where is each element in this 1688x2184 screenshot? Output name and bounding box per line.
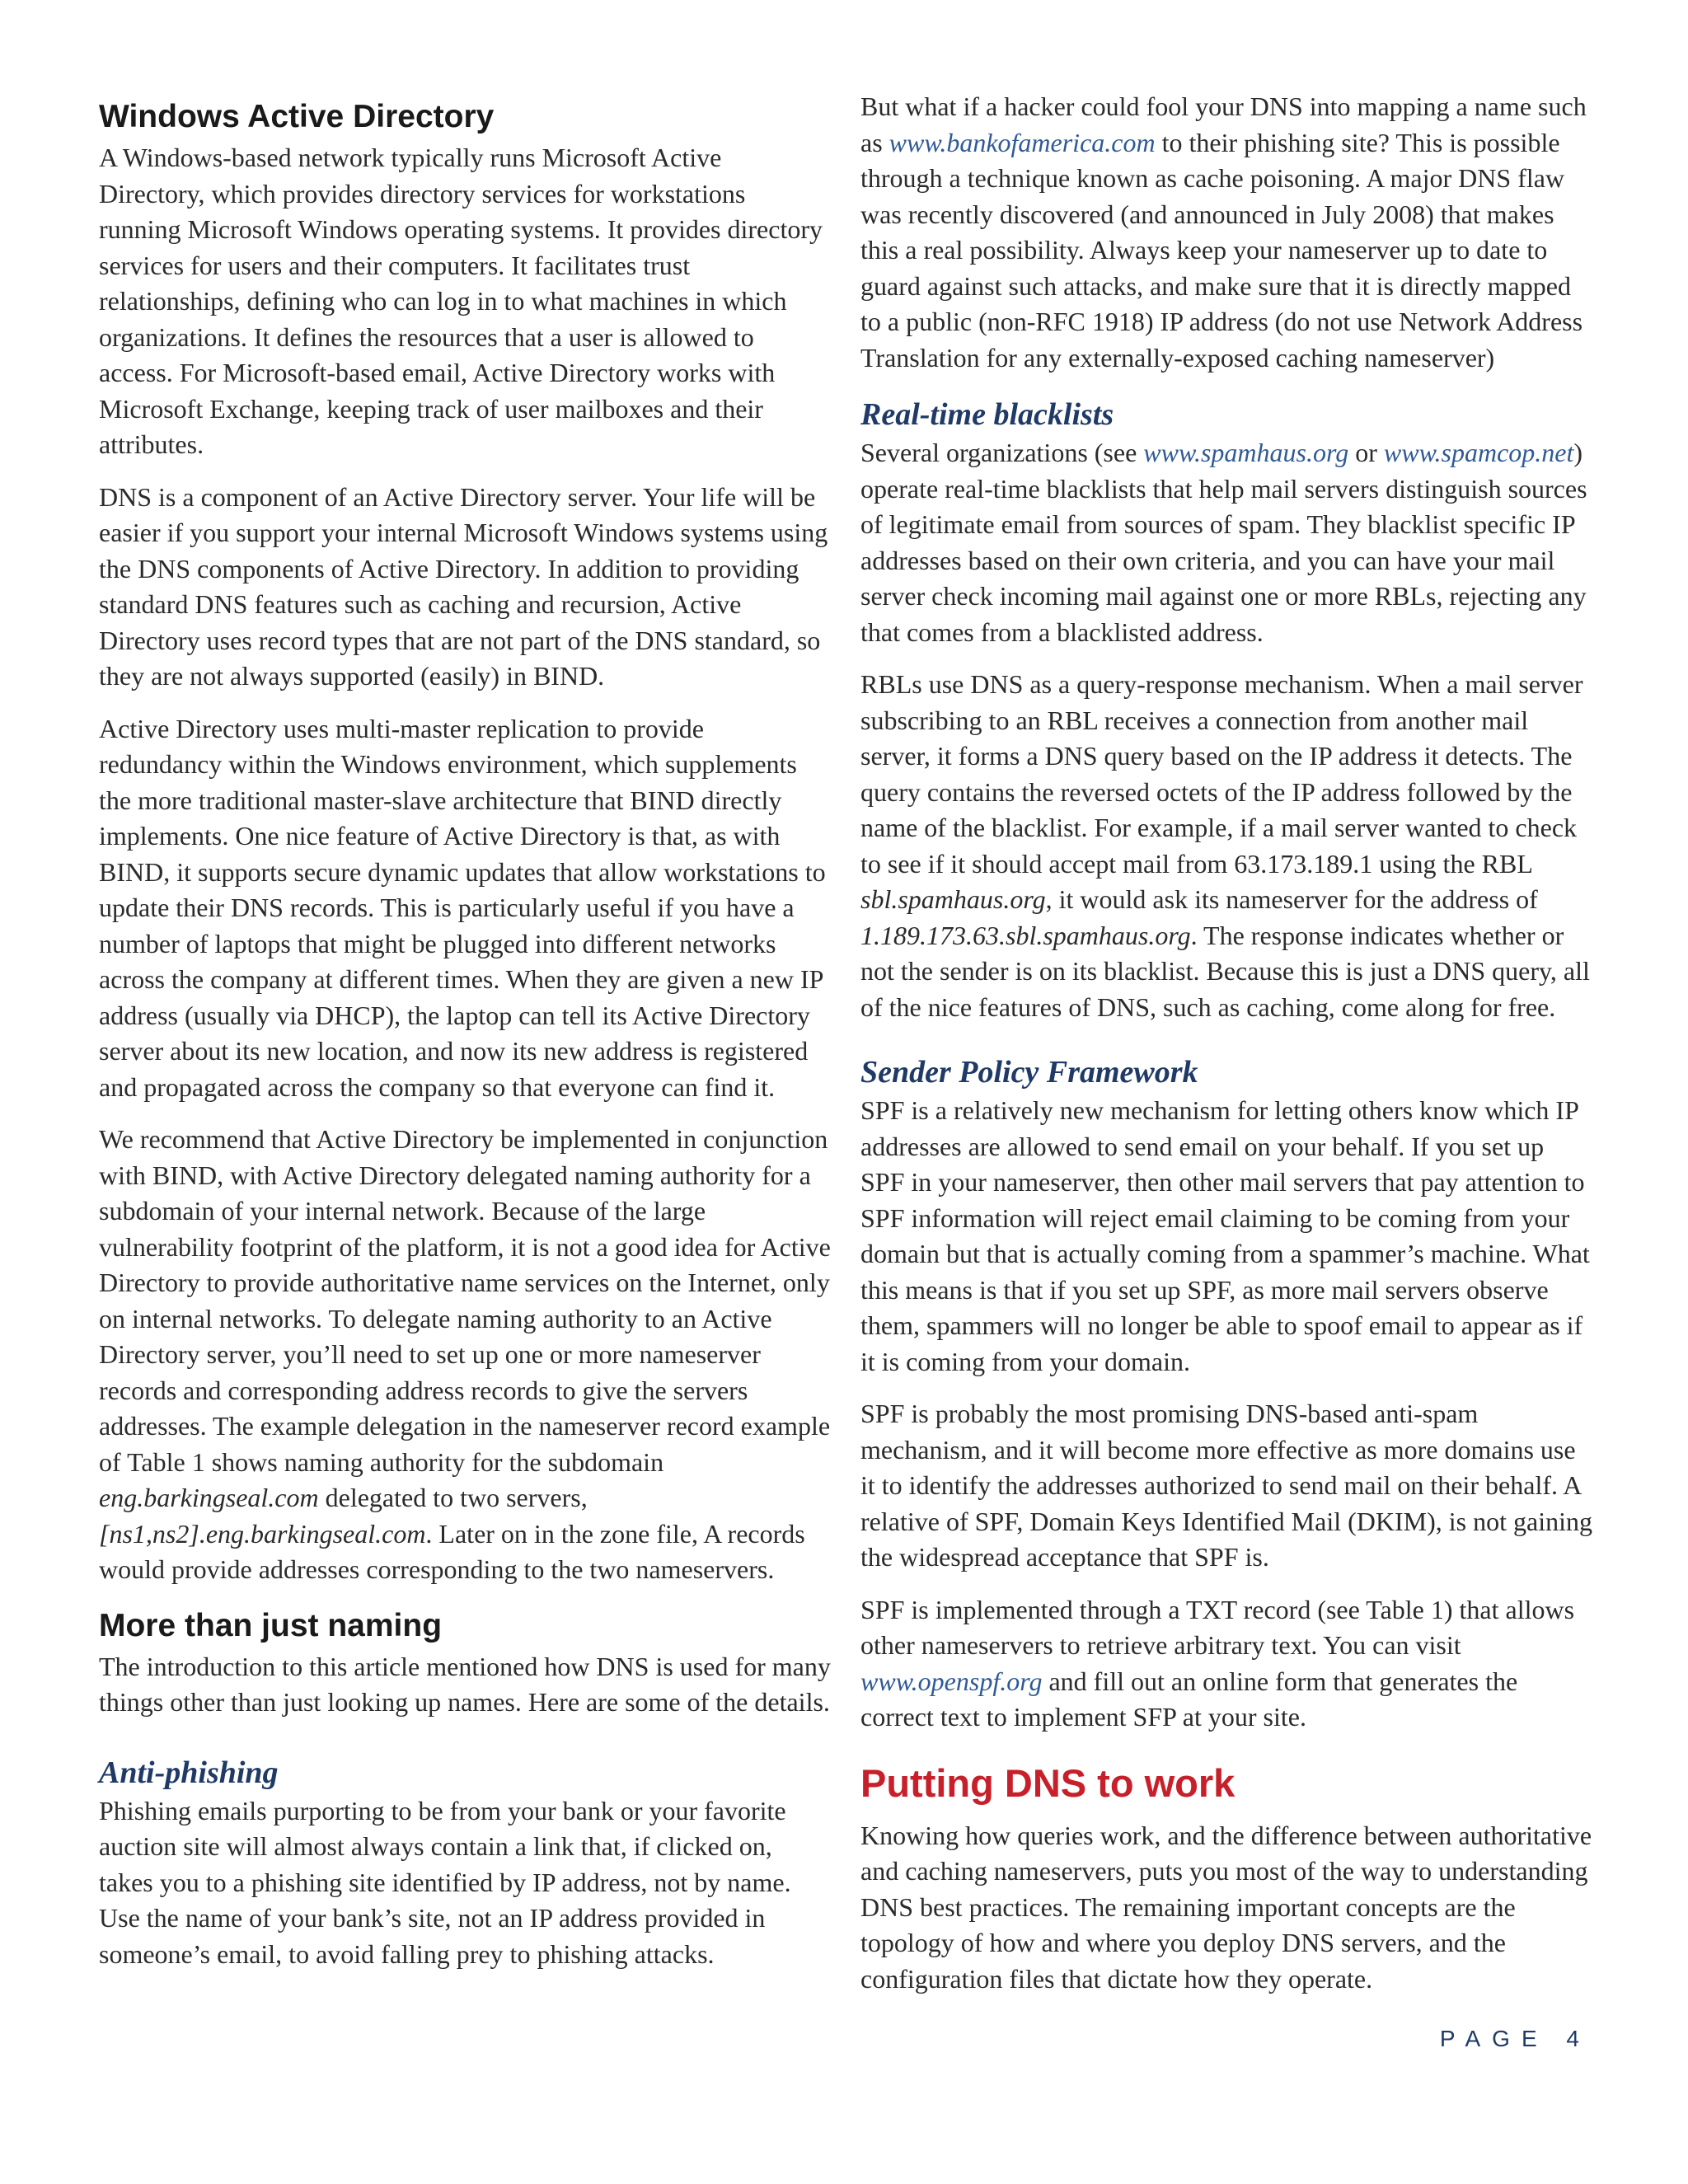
paragraph: A Windows-based network typically runs Microsoft Active Directory, which provides directory services for workstations running Microsoft Windows operating systems. It provides directory services for users and their computers. It facilitates trust relationships, defining who can log in to what machines in which organizations. It defines the resources that a user is allowed to access. For Microsoft-based email, Active Directory works with Microsoft Exchange, keeping track of user mailboxes and their attributes. <box>99 143 823 459</box>
heading-windows-active-directory: Windows Active Directory <box>99 99 495 134</box>
right-column <box>860 89 1594 2013</box>
paragraph: Active Directory uses multi-master replication to provide redundancy within the Windows environment, which supplements the more traditional master-slave architecture that BIND directly implements. One nice feature of Active Directory is that, as with BIND, it supports secure dynamic updates that allow workstations to update their DNS records. This is particularly useful if you have a number of laptops that might be plugged into different networks across the company at different times. When they are given a new IP address (usually via DHCP), the laptop can tell its Active Directory server about its new location, and now its new address is registered and propagated across the company so that everyone can find it. <box>99 713 826 1102</box>
paragraph: Several organizations (see www.spamhaus.org or www.spamcop.net) operate real-time blacklists that help mail servers distinguish sources of legitimate email from sources of spam. They blacklist specific IP addresses based on their own criteria, and you can have your mail server check incoming mail against one or more RBLs, rejecting any that comes from a blacklisted address. <box>860 438 1587 647</box>
page-number: PAGE 4 <box>1439 2026 1591 2051</box>
link-spamhaus[interactable]: www.spamhaus.org <box>1143 438 1349 467</box>
paragraph: We recommend that Active Directory be implemented in conjunction with BIND, with Active Directory delegated naming authority for a subdomain of your internal network. Because of the large vulnerability footprint of the platform, it is not a good idea for Active Directory to provide authoritative name services on the Internet, only on internal networks. To delegate naming authority to an Active Directory server, you’ll need to set up one or more nameserver records and corresponding address records to give the servers addresses. The example delegation in the nameserver record example of Table 1 shows naming authority for the subdomain eng.barkingseal.com delegated to two servers, [ns1,ns2].eng.barkingseal.com. Later on in the zone file, A records would provide addresses corresponding to the two nameservers. <box>99 1124 831 1584</box>
heading-real-time-blacklists: Real-time blacklists <box>860 397 1114 432</box>
paragraph: RBLs use DNS as a query-response mechanism. When a mail server subscribing to an RBL receives a connection from another mail server, it forms a DNS query based on the IP address it detects. The query contains the reversed octets of the IP address followed by the name of the blacklist. For example, if a mail server wanted to check to see if it should accept mail from 63.173.189.1 using the RBL sbl.spamhaus.org, it would ask its nameserver for the address of 1.189.173.63.sbl.spamhaus.org. The response indicates whether or not the sender is on its blacklist. Because this is just a DNS query, all of the nice features of DNS, such as caching, come along for free. <box>860 669 1590 1022</box>
paragraph: SPF is probably the most promising DNS-based anti-spam mechanism, and it will become more effective as more domains use it to identify the addresses authorized to send mail on their behalf. A relative of SPF, Domain Keys Identified Mail (DKIM), is not gaining the widespread acceptance that SPF is. <box>860 1399 1592 1572</box>
paragraph: SPF is a relatively new mechanism for letting others know which IP addresses are allowed to send email on your behalf. If you set up SPF in your nameserver, then other mail servers that pay attention to SPF information will reject email claiming to be coming from your domain but that is actually coming from a spammer’s machine. What this means is that if you set up SPF, as more mail servers observe them, spammers will no longer be able to spoof email to appear as if it is coming from your domain. <box>860 1095 1590 1376</box>
left-column <box>99 91 832 1989</box>
paragraph: Phishing emails purporting to be from your bank or your favorite auction site will almost always contain a link that, if clicked on, takes you to a phishing site identified by IP address, not by name. Use the name of your bank’s site, not an IP address provided in someone’s email, to avoid falling prey to phishing attacks. <box>99 1795 791 1969</box>
paragraph: But what if a hacker could fool your DNS into mapping a name such as www.bankofamerica.com to their phishing site? This is possible through a technique known as cache poisoning. A major DNS flaw was recently discovered (and announced in July 2008) that makes this a real possibility. Always keep your nameserver up to date to guard against such attacks, and make sure that it is directly mapped to a public (non-RFC 1918) IP address (do not use Network Address Translation for any externally-exposed caching nameserver) <box>860 91 1587 373</box>
heading-putting-dns-to-work: Putting DNS to work <box>860 1760 1236 1805</box>
paragraph: The introduction to this article mentioned how DNS is used for many things other than just looking up names. Here are some of the details. <box>99 1651 831 1717</box>
link-spamcop[interactable]: www.spamcop.net <box>1383 438 1574 467</box>
heading-anti-phishing: Anti-phishing <box>99 1755 279 1790</box>
heading-more-than-just-naming: More than just naming <box>99 1607 443 1643</box>
link-bankofamerica[interactable]: www.bankofamerica.com <box>889 127 1156 157</box>
paragraph: Knowing how queries work, and the difference between authoritative and caching nameservers, puts you most of the way to understanding DNS best practices. The remaining important concepts are the topology of how and where you deploy DNS servers, and the configuration files that dictate how they operate. <box>860 1820 1592 1994</box>
link-openspf[interactable]: www.openspf.org <box>860 1666 1043 1696</box>
paragraph: SPF is implemented through a TXT record (see Table 1) that allows other nameservers to retrieve arbitrary text. You can visit www.openspf.org and fill out an online form that generates the correct text to implement SFP at your site. <box>860 1594 1575 1732</box>
heading-sender-policy-framework: Sender Policy Framework <box>860 1055 1198 1090</box>
paragraph: DNS is a component of an Active Directory server. Your life will be easier if you support your internal Microsoft Windows systems using the DNS components of Active Directory. In addition to providing standard DNS features such as caching and recursion, Active Directory uses record types that are not part of the DNS standard, so they are not always supported (easily) in BIND. <box>99 481 828 691</box>
